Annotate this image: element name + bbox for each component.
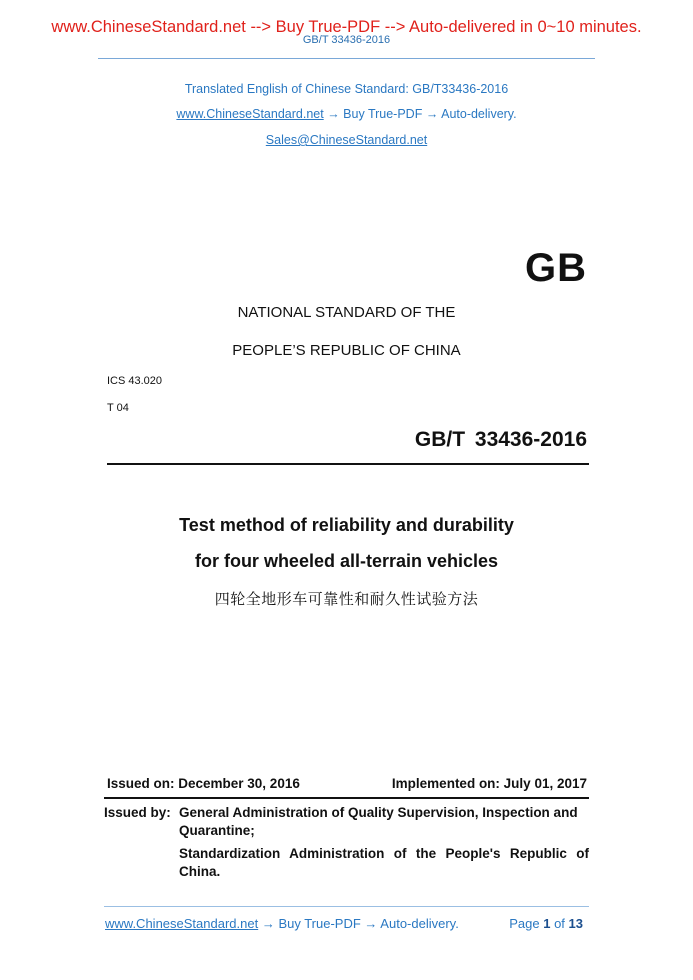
email-line	[0, 133, 693, 147]
translation-notice: Translated English of Chinese Standard: GB/T33436-2016	[184, 82, 509, 96]
promo-banner[interactable]: www.ChineseStandard.net --> Buy True-PDF --> Auto-delivered in 0~10 minutes.	[51, 18, 642, 36]
sales-email-link[interactable]: Sales@ChineseStandard.net	[265, 133, 428, 147]
running-header-code: GB/T 33436-2016	[302, 34, 391, 46]
gb-mark: GB	[525, 246, 587, 290]
page-of-label: of	[554, 916, 565, 931]
standard-code: GB/T 33436-2016	[414, 428, 587, 451]
national-standard-line1: NATIONAL STANDARD OF THE	[237, 304, 456, 321]
footer-divider	[104, 906, 589, 907]
issuer1-line2: Quarantine;	[179, 823, 255, 838]
issuer1-line1: General Administration of Quality Supervision, Inspection and	[179, 805, 578, 820]
total-pages-number: 13	[568, 916, 583, 931]
issued-on-date: Issued on: December 30, 2016	[107, 776, 300, 791]
issued-divider	[104, 797, 589, 799]
code-divider	[107, 463, 589, 465]
issued-by-label: Issued by:	[104, 805, 171, 820]
footer-site-link[interactable]: www.ChineseStandard.net	[105, 916, 259, 931]
ics-code: ICS 43.020	[107, 375, 163, 387]
purchase-line	[0, 107, 693, 121]
national-standard-line2: PEOPLE’S REPUBLIC OF CHINA	[232, 342, 461, 359]
current-page-number: 1	[543, 916, 551, 931]
implemented-on-date: Implemented on: July 01, 2017	[391, 776, 587, 791]
issuer2-line2: China.	[179, 864, 221, 879]
chinese-title: 四轮全地形车可靠性和耐久性试验方法	[214, 590, 479, 608]
footer-purchase-line	[105, 916, 459, 931]
header-divider	[98, 58, 595, 59]
issuer2-line1: Standardization Administration of the People's Republic of	[179, 846, 589, 861]
page-indicator	[509, 916, 583, 931]
classification-code: T 04	[107, 402, 129, 414]
purchase-text: → Buy True-PDF → Auto-delivery.	[327, 107, 517, 121]
footer-purchase-text: → Buy True-PDF → Auto-delivery.	[261, 916, 459, 931]
site-link[interactable]: www.ChineseStandard.net	[176, 107, 324, 121]
page-label: Page	[509, 916, 540, 931]
title-line2: for four wheeled all-terrain vehicles	[194, 551, 499, 571]
title-line1: Test method of reliability and durability	[179, 515, 514, 535]
